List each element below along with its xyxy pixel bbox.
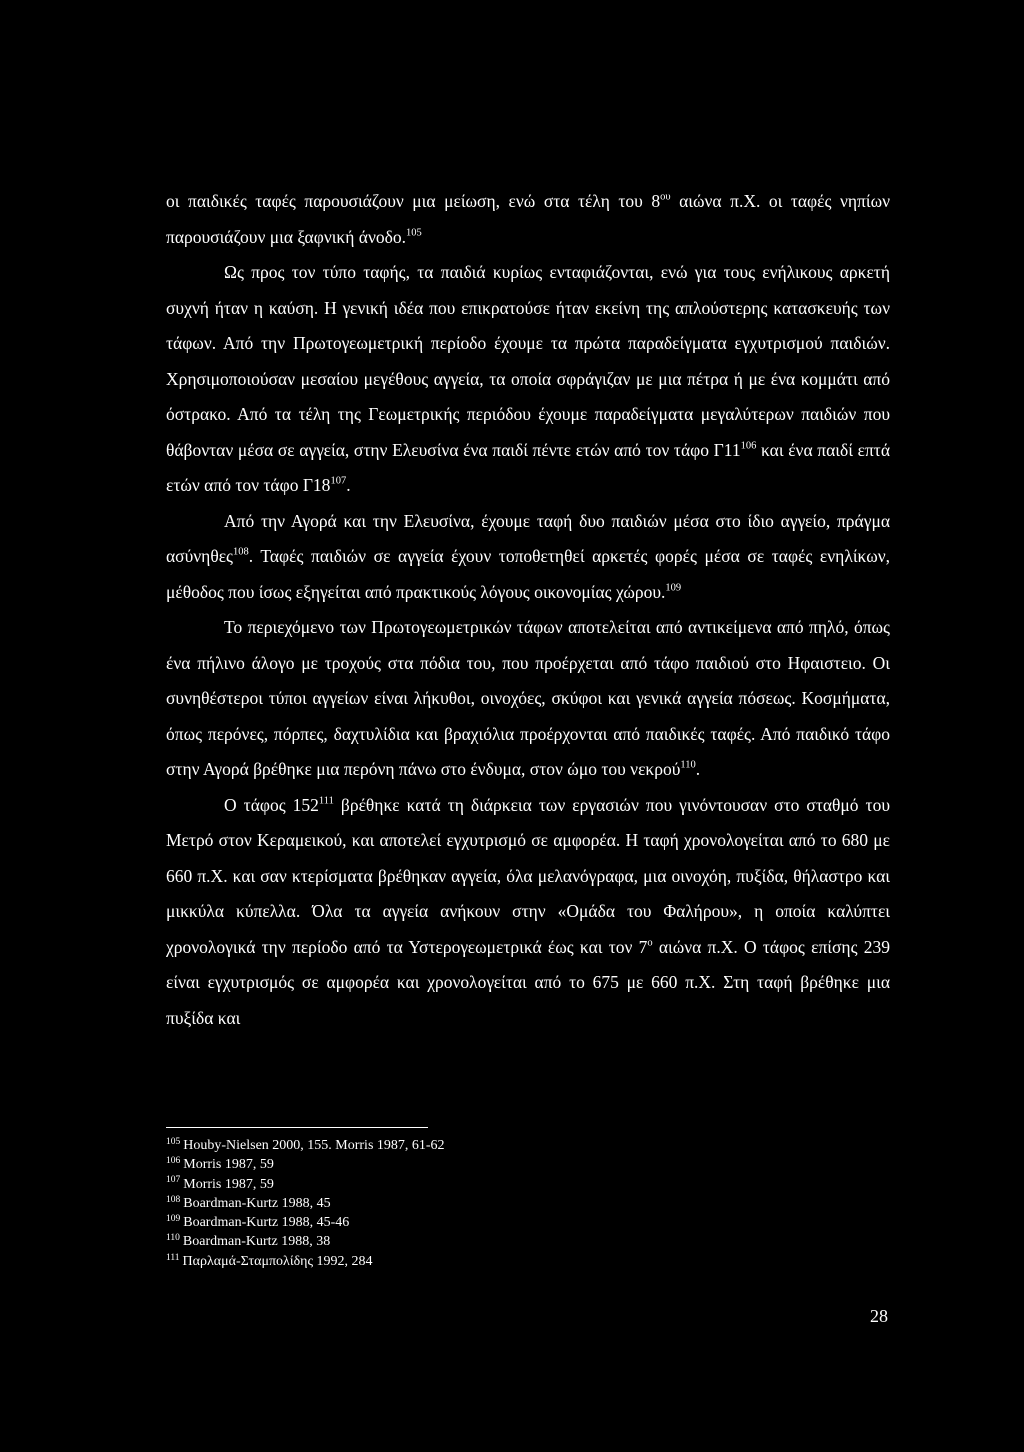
footnote-reference: ο	[647, 937, 653, 949]
paragraph-text: .	[346, 475, 351, 495]
paragraph-text: .	[695, 759, 701, 779]
footnote-reference: 105	[405, 227, 422, 239]
body-text	[166, 184, 890, 1036]
paragraph	[166, 504, 890, 611]
footnote-item	[166, 1155, 686, 1174]
footnote-number: 105	[166, 1136, 181, 1147]
paragraph-text: και ένα παιδί επτά ετών από τον τάφο Γ18	[166, 439, 890, 495]
footnote-item	[166, 1213, 686, 1232]
paragraph-text: οι παιδικές ταφές παρουσιάζουν μια μείωση, ενώ στα τέλη του 8	[166, 191, 661, 211]
footnote-item	[166, 1232, 686, 1251]
footnotes-list	[166, 1136, 686, 1271]
footnote-number: 108	[166, 1194, 181, 1205]
footnote-text: Boardman-Kurtz 1988, 38	[182, 1234, 331, 1250]
footnote-item	[166, 1252, 686, 1271]
footnote-reference: 109	[665, 582, 682, 594]
footnote-reference: 106	[740, 440, 757, 452]
footnote-text: Boardman-Kurtz 1988, 45	[183, 1195, 331, 1211]
footnote-number: 111	[166, 1252, 180, 1263]
footnote-reference: 111	[318, 795, 334, 807]
footnote-item	[166, 1175, 686, 1194]
footnote-reference: 108	[233, 546, 249, 558]
paragraph-text: αιώνα π.Χ. οι ταφές νηπίων παρουσιάζουν μια ξαφνική άνοδο.	[166, 191, 890, 247]
paragraph-text: . Ταφές παιδιών σε αγγεία έχουν τοποθετηθεί αρκετές φορές μέσα σε ταφές ενηλίκων, μέθοδος που ίσως εξηγείται από πρακτικούς λόγους οικονομίας χώρου.	[166, 546, 890, 602]
paragraph	[166, 788, 890, 1037]
footnote-number: 110	[166, 1233, 180, 1244]
footnote-separator	[166, 1127, 428, 1128]
footnote-reference: ου	[660, 191, 671, 203]
footnote-number: 106	[166, 1156, 181, 1167]
paragraph	[166, 184, 890, 255]
footnote-text: Morris 1987, 59	[183, 1176, 274, 1192]
paragraph-text: Ο τάφος 152	[224, 794, 319, 815]
paragraph	[166, 255, 890, 504]
footnote-number: 107	[166, 1175, 181, 1186]
footnote-item	[166, 1136, 686, 1155]
page-number: 28	[870, 1306, 888, 1326]
paragraph-text: Ως προς τον τύπο ταφής, τα παιδιά κυρίως ενταφιάζονται, ενώ για τους ενήλικους αρκετή συχνή ήταν η καύση. Η γενική ιδέα που επικρατούσε ήταν εκείνη της απλούστερης κατασκευής των τάφων. Από την Πρωτογεωμετρική περίοδο έχουμε τα πρώτα παραδείγματα εγχυτρισμού παιδιών. Χρησιμοποιούσαν μεσαίου μεγέθους αγγεία, τα οποία σφράγιζαν με μια πέτρα ή με ένα κομμάτι από όστρακο. Από τα τέλη της Γεωμετρικής περιόδου έχουμε παραδείγματα μεγαλύτερων παιδιών που θάβονταν μέσα σε αγγεία, στην Ελευσίνα ένα παιδί πέντε ετών από τον τάφο Γ11	[166, 262, 890, 460]
footnote-text: Παρλαμά-Σταμπολίδης 1992, 284	[182, 1253, 373, 1269]
paragraph	[166, 610, 890, 788]
footnote-reference: 107	[330, 475, 347, 487]
footnote-reference: 110	[680, 759, 696, 771]
paragraph-text: Το περιεχόμενο των Πρωτογεωμετρικών τάφων αποτελείται από αντικείμενα από πηλό, όπως ένα πήλινο άλογο με τροχούς στα πόδια του, που προέρχεται από τάφο παιδιού στο Ηφαιστειο. Οι συνηθέστεροι τύποι αγγείων είναι λήκυθοι, οινοχόες, σκύφοι και γενικά αγγεία πόσεως. Κοσμήματα, όπως περόνες, πόρπες, δαχτυλίδια και βραχιόλια προέρχονται από παιδικές ταφές. Από παιδικό τάφο στην Αγορά βρέθηκε μια περόνη πάνω στο ένδυμα, στον ώμο του νεκρού	[166, 617, 890, 779]
footnote-item	[166, 1194, 686, 1213]
footnote-text: Houby-Nielsen 2000, 155. Morris 1987, 61-62	[183, 1138, 445, 1153]
paragraph-text: βρέθηκε κατά τη διάρκεια των εργασιών που γινόντουσαν στο σταθμό του Μετρό στον Κεραμεικού, και αποτελεί εγχυτρισμό σε αμφορέα. Η ταφή χρονολογείται από το 680 με 660 π.Χ. και σαν κτερίσματα βρέθηκαν αγγεία, όλα μελανόγραφα, μια οινοχόη, πυξίδα, θήλαστρο και μικκύλα κύπελλα. Όλα τα αγγεία ανήκουν στην «Ομάδα του Φαλήρου», η οποία καλύπτει χρονολογικά την περίοδο από τα Υστερογεωμετρικά έως και τον 7	[166, 794, 890, 957]
paragraph-text: αιώνα π.Χ. Ο τάφος επίσης 239 είναι εγχυτρισμός σε αμφορέα και χρονολογείται από το 675 με 660 π.Χ. Στη ταφή βρέθηκε μια πυξίδα και	[166, 936, 890, 1028]
footnote-number: 109	[166, 1213, 181, 1224]
footnote-text: Boardman-Kurtz 1988, 45-46	[183, 1215, 350, 1231]
paragraph-text: Από την Αγορά και την Ελευσίνα, έχουμε ταφή δυο παιδιών μέσα στο ίδιο αγγείο, πράγμα ασύνηθες	[166, 510, 890, 566]
footnote-text: Morris 1987, 59	[183, 1157, 274, 1173]
